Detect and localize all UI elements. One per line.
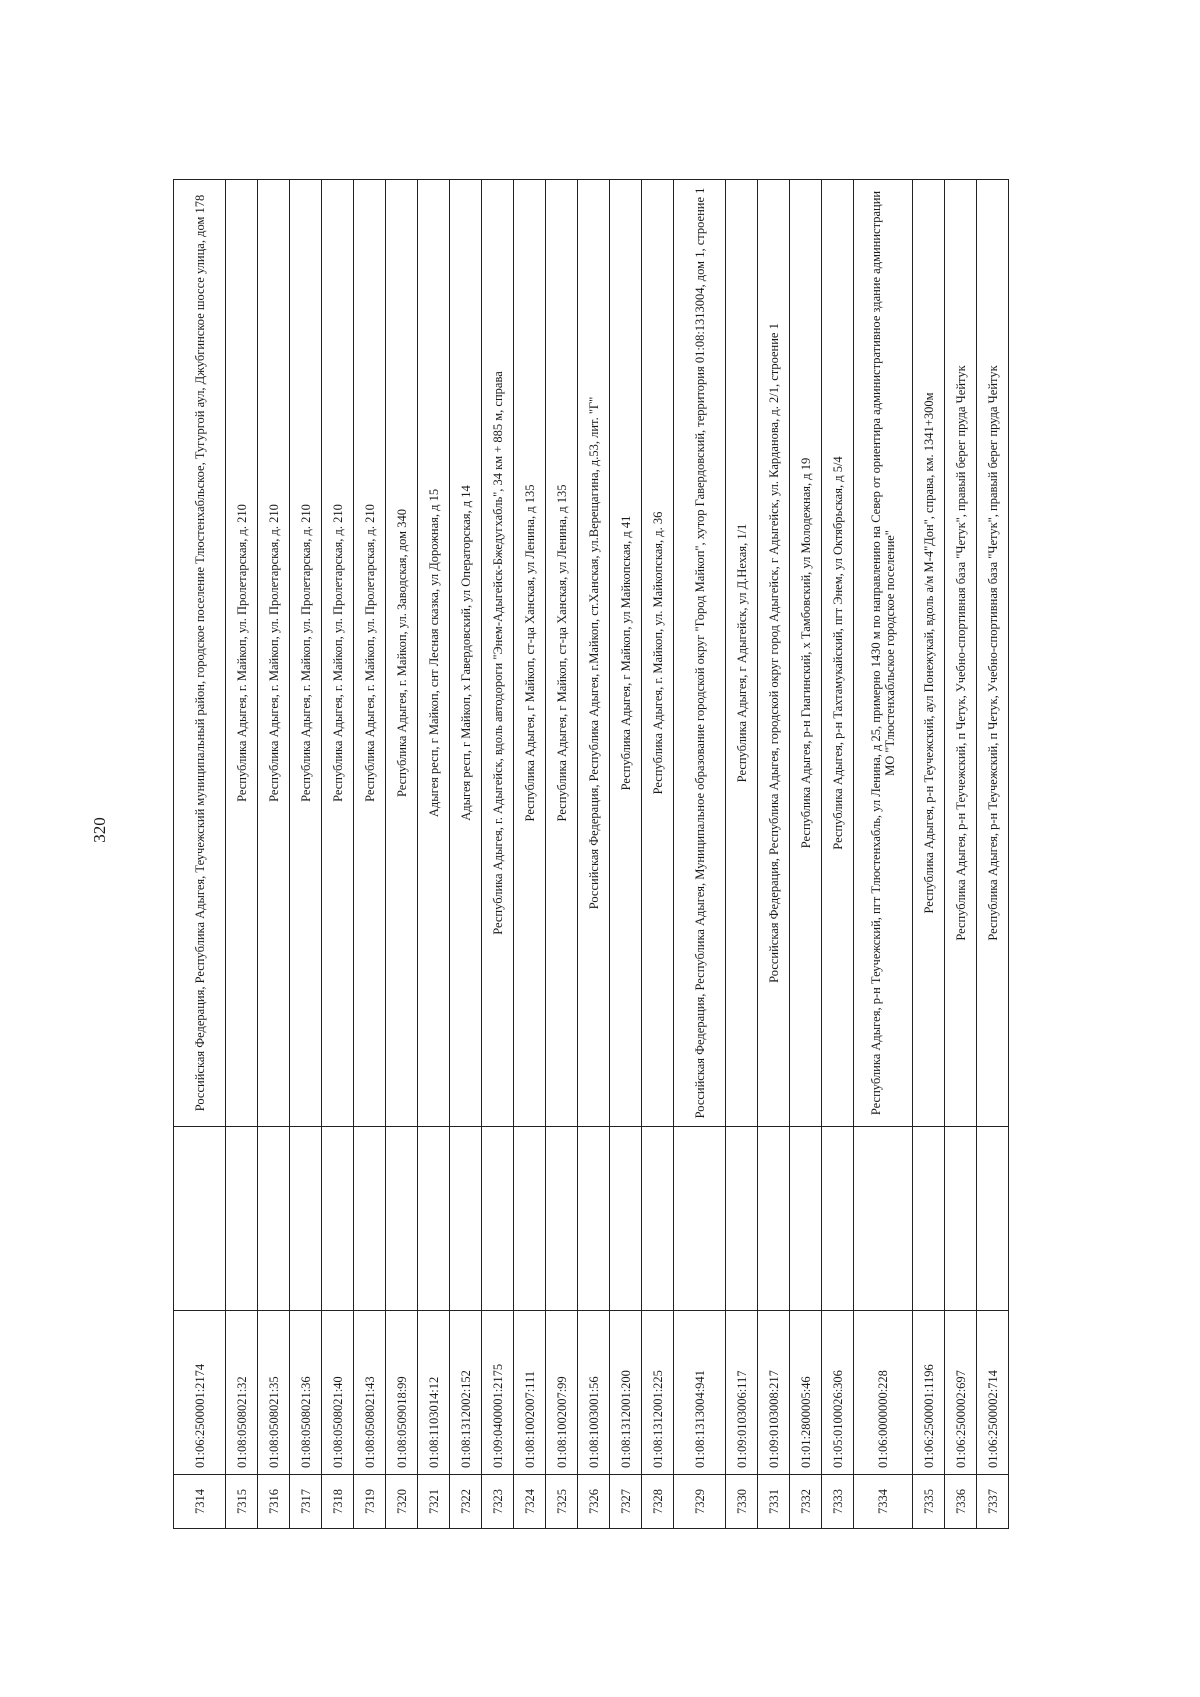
blank-cell: [822, 1127, 854, 1311]
table-row: [322, 180, 354, 1529]
blank-cell: [726, 1127, 758, 1311]
table-row: [354, 180, 386, 1529]
table-row: [258, 180, 290, 1529]
row-number-cell: 7333: [822, 1475, 854, 1529]
table-row: [450, 180, 482, 1529]
cadastral-number-cell: 01:09:0103006:117: [726, 1311, 758, 1475]
address-cell: Республика Адыгея, г. Майкоп, ул. Пролетарская, д. 210: [226, 180, 258, 1127]
table-row: [174, 180, 226, 1529]
address-cell: Адыгея респ, г Майкоп, снт Лесная сказка, ул Дорожная, д 15: [418, 180, 450, 1127]
registry-table: [173, 179, 1009, 1529]
cadastral-number-cell: 01:08:1002007:111: [514, 1311, 546, 1475]
row-number-cell: 7321: [418, 1475, 450, 1529]
cadastral-number-cell: 01:09:0103008:217: [758, 1311, 790, 1475]
address-cell: Республика Адыгея, р-н Теучежский, п Четук, Учебно-спортивная база "Четук", правый берег пруда Чейтук: [977, 180, 1009, 1127]
address-cell: Республика Адыгея, р-н Гиагинский, х Тамбовский, ул Молодежная, д 19: [790, 180, 822, 1127]
row-number-cell: 7320: [386, 1475, 418, 1529]
cadastral-number-cell: 01:08:1312001:225: [642, 1311, 674, 1475]
table-row: [482, 180, 514, 1529]
cadastral-number-cell: 01:08:1103014:12: [418, 1311, 450, 1475]
address-cell: Республика Адыгея, г. Майкоп, ул. Пролетарская, д. 210: [354, 180, 386, 1127]
blank-cell: [977, 1127, 1009, 1311]
blank-cell: [790, 1127, 822, 1311]
blank-cell: [290, 1127, 322, 1311]
blank-cell: [354, 1127, 386, 1311]
blank-cell: [546, 1127, 578, 1311]
cadastral-number-cell: 01:06:2500002:714: [977, 1311, 1009, 1475]
cadastral-number-cell: 01:08:0509018:99: [386, 1311, 418, 1475]
cadastral-number-cell: 01:06:2500001:1196: [913, 1311, 945, 1475]
row-number-cell: 7317: [290, 1475, 322, 1529]
blank-cell: [450, 1127, 482, 1311]
address-cell: Республика Адыгея, р-н Теучежский, аул Понежукай, вдоль а/м М-4"Дон", справа, км. 1341+300м: [913, 180, 945, 1127]
table-row: [913, 180, 945, 1529]
row-number-cell: 7327: [610, 1475, 642, 1529]
cadastral-number-cell: 01:08:0508021:32: [226, 1311, 258, 1475]
address-cell: Республика Адыгея, г. Майкоп, ул. Заводская, дом 340: [386, 180, 418, 1127]
row-number-cell: 7322: [450, 1475, 482, 1529]
table-row: [418, 180, 450, 1529]
row-number-cell: 7319: [354, 1475, 386, 1529]
table-row: [546, 180, 578, 1529]
row-number-cell: 7324: [514, 1475, 546, 1529]
address-cell: Республика Адыгея, г. Майкоп, ул. Майкопская, д. 36: [642, 180, 674, 1127]
row-number-cell: 7330: [726, 1475, 758, 1529]
row-number-cell: 7335: [913, 1475, 945, 1529]
table-row: [977, 180, 1009, 1529]
address-cell: Республика Адыгея, г. Майкоп, ул. Пролетарская, д. 210: [290, 180, 322, 1127]
address-cell: Республика Адыгея, р-н Теучежский, п Четук, Учебно-спортивная база "Четук", правый берег пруда Чейтук: [945, 180, 977, 1127]
table-row: [854, 180, 913, 1529]
row-number-cell: 7328: [642, 1475, 674, 1529]
blank-cell: [322, 1127, 354, 1311]
row-number-cell: 7325: [546, 1475, 578, 1529]
table-row: [726, 180, 758, 1529]
row-number-cell: 7318: [322, 1475, 354, 1529]
address-cell: Адыгея респ, г Майкоп, х Гавердовский, ул Операторская, д 14: [450, 180, 482, 1127]
address-cell: Республика Адыгея, г. Майкоп, ул. Пролетарская, д. 210: [258, 180, 290, 1127]
row-number-cell: 7314: [174, 1475, 226, 1529]
row-number-cell: 7334: [854, 1475, 913, 1529]
blank-cell: [226, 1127, 258, 1311]
table-row: [674, 180, 726, 1529]
table-row: [578, 180, 610, 1529]
blank-cell: [418, 1127, 450, 1311]
cadastral-number-cell: 01:08:1312001:200: [610, 1311, 642, 1475]
blank-cell: [514, 1127, 546, 1311]
blank-cell: [945, 1127, 977, 1311]
table-row: [822, 180, 854, 1529]
blank-cell: [610, 1127, 642, 1311]
table-row: [386, 180, 418, 1529]
blank-cell: [758, 1127, 790, 1311]
address-cell: Российская Федерация, Республика Адыгея, г.Майкоп, ст.Ханская, ул.Верещагина, д.53, лит. "Г": [578, 180, 610, 1127]
blank-cell: [386, 1127, 418, 1311]
registry-table-body: [174, 180, 1009, 1529]
cadastral-number-cell: 01:09:0400001:2175: [482, 1311, 514, 1475]
table-row: [642, 180, 674, 1529]
registry-table-container: [173, 179, 1009, 1529]
row-number-cell: 7323: [482, 1475, 514, 1529]
blank-cell: [674, 1127, 726, 1311]
row-number-cell: 7315: [226, 1475, 258, 1529]
blank-cell: [258, 1127, 290, 1311]
cadastral-number-cell: 01:08:0508021:35: [258, 1311, 290, 1475]
row-number-cell: 7337: [977, 1475, 1009, 1529]
cadastral-number-cell: 01:01:2800005:46: [790, 1311, 822, 1475]
address-cell: Российская Федерация, Республика Адыгея, Муниципальное образование городской округ "Город Майкоп", хутор Гавердовский, территория 01:08:1313004, дом 1, строение 1: [674, 180, 726, 1127]
blank-cell: [642, 1127, 674, 1311]
cadastral-number-cell: 01:06:2500001:2174: [174, 1311, 226, 1475]
cadastral-number-cell: 01:06:0000000:228: [854, 1311, 913, 1475]
address-cell: Республика Адыгея, г Майкоп, ст-ца Ханская, ул Ленина, д 135: [546, 180, 578, 1127]
cadastral-number-cell: 01:08:0508021:40: [322, 1311, 354, 1475]
address-cell: Республика Адыгея, г Майкоп, ст-ца Ханская, ул Ленина, д 135: [514, 180, 546, 1127]
cadastral-number-cell: 01:08:1312002:152: [450, 1311, 482, 1475]
row-number-cell: 7332: [790, 1475, 822, 1529]
table-row: [790, 180, 822, 1529]
blank-cell: [482, 1127, 514, 1311]
address-cell: Республика Адыгея, р-н Тахтамукайский, пгт Энем, ул Октябрьская, д 5/4: [822, 180, 854, 1127]
table-row: [610, 180, 642, 1529]
address-cell: Республика Адыгея, г. Адыгейск, вдоль автодороги "Энем-Адыгейск-Бжедугхабль", 34 км + 885 м, справа: [482, 180, 514, 1127]
row-number-cell: 7316: [258, 1475, 290, 1529]
blank-cell: [854, 1127, 913, 1311]
address-cell: Республика Адыгея, г Майкоп, ул Майкопская, д 41: [610, 180, 642, 1127]
address-cell: Российская Федерация, Республика Адыгея, Теучежский муниципальный район, городское поселение Тлюстенхабльское, Тугургой аул, Джубгинское шоссе улица, дом 178: [174, 180, 226, 1127]
cadastral-number-cell: 01:08:1003001:56: [578, 1311, 610, 1475]
table-row: [514, 180, 546, 1529]
cadastral-number-cell: 01:08:1313004:941: [674, 1311, 726, 1475]
table-row: [758, 180, 790, 1529]
cadastral-number-cell: 01:05:0100026:306: [822, 1311, 854, 1475]
row-number-cell: 7326: [578, 1475, 610, 1529]
row-number-cell: 7329: [674, 1475, 726, 1529]
row-number-cell: 7336: [945, 1475, 977, 1529]
cadastral-number-cell: 01:06:2500002:697: [945, 1311, 977, 1475]
blank-cell: [578, 1127, 610, 1311]
address-cell: Республика Адыгея, г Адыгейск, ул Д.Нехая, 1/1: [726, 180, 758, 1127]
cadastral-number-cell: 01:08:0508021:43: [354, 1311, 386, 1475]
row-number-cell: 7331: [758, 1475, 790, 1529]
cadastral-number-cell: 01:08:1002007:99: [546, 1311, 578, 1475]
page-number: 320: [90, 817, 109, 843]
blank-cell: [174, 1127, 226, 1311]
address-cell: Республика Адыгея, р-н Теучежский, пгт Тлюстенхабль, ул Ленина, д 25, примерно 1430 м по направлению на Север от ориентира административное здание администрации МО "Тлюстенхабльское городское поселение": [854, 180, 913, 1127]
address-cell: Республика Адыгея, г. Майкоп, ул. Пролетарская, д. 210: [322, 180, 354, 1127]
blank-cell: [913, 1127, 945, 1311]
table-row: [945, 180, 977, 1529]
address-cell: Российская Федерация, Республика Адыгея, городской округ город Адыгейск, г Адыгейск, ул. Карданова, д. 2/1, строение 1: [758, 180, 790, 1127]
table-row: [226, 180, 258, 1529]
table-row: [290, 180, 322, 1529]
cadastral-number-cell: 01:08:0508021:36: [290, 1311, 322, 1475]
